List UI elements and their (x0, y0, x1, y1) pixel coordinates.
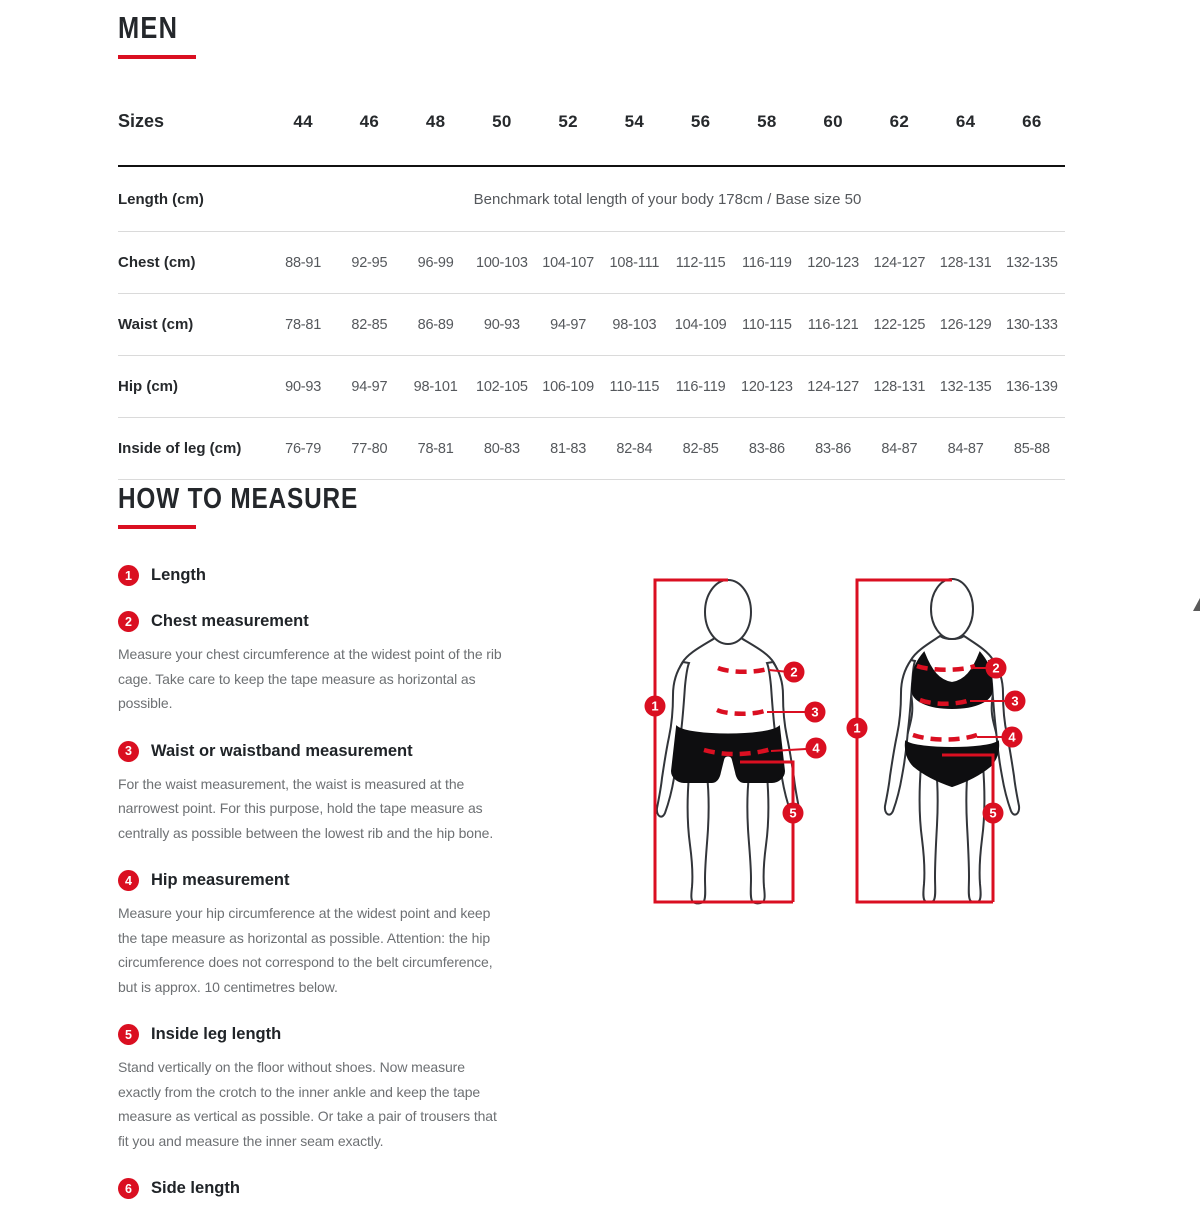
table-cell: 130-133 (1005, 316, 1058, 333)
table-cell: 77-80 (351, 440, 388, 457)
measure-item-waist (118, 741, 510, 846)
table-cell: 86-89 (417, 316, 454, 333)
measure-item-hip (118, 870, 510, 999)
measure-item-description: Stand vertically on the floor without shoes. Now measure exactly from the crotch to the inner ankle and keep the tape measure as vertical as possible. Or take a pair of trousers that fit you and measure the inner seam exactly. (118, 1059, 497, 1149)
size-column-header: 52 (558, 111, 578, 131)
measure-item-title: Inside leg length (151, 1025, 282, 1043)
measure-item-inside-leg (118, 1024, 510, 1153)
measure-item-title: Waist or waistband measurement (151, 741, 413, 760)
table-cell: 98-101 (413, 378, 458, 395)
table-cell: 81-83 (550, 440, 587, 457)
table-cell: 124-127 (807, 378, 860, 395)
how-to-measure-section (118, 483, 538, 1224)
table-cell: 94-97 (351, 378, 388, 395)
table-row-chest (118, 232, 1065, 294)
table-cell: 92-95 (351, 254, 388, 271)
table-cell: 90-93 (285, 378, 322, 395)
row-label: Inside of leg (cm) (118, 440, 242, 457)
table-cell: 100-103 (475, 254, 528, 271)
table-row-length (118, 167, 1065, 232)
size-column-header: 48 (425, 111, 446, 131)
table-cell: 82-84 (616, 440, 653, 457)
size-column-header: 54 (624, 111, 645, 131)
table-cell: 82-85 (351, 316, 388, 333)
table-cell: 116-119 (675, 378, 726, 395)
female-marker-1-badge: 1 (853, 720, 861, 736)
size-table (118, 78, 1065, 480)
table-cell: 78-81 (417, 440, 454, 457)
measure-item-side-length (118, 1178, 510, 1199)
size-column-header: 66 (1022, 111, 1042, 131)
sizes-header-label: Sizes (118, 111, 165, 131)
row-label: Length (cm) (118, 190, 204, 208)
table-cell: 98-103 (612, 316, 657, 333)
measure-section-title: HOW TO MEASURE (118, 483, 359, 515)
table-cell: 80-83 (483, 440, 520, 457)
table-cell: 132-135 (939, 378, 992, 395)
length-benchmark-note: Benchmark total length of your body 178cm / Base size 50 (473, 190, 862, 208)
step-6-badge: 6 (118, 1178, 139, 1199)
female-marker-4-badge: 4 (1008, 729, 1016, 745)
measure-item-length (118, 565, 510, 586)
step-3-badge: 3 (118, 741, 139, 762)
measure-item-title: Chest measurement (151, 612, 309, 630)
male-marker-1-badge: 1 (651, 698, 659, 714)
step-2-badge: 2 (118, 611, 139, 632)
table-cell: 128-131 (939, 254, 992, 271)
table-cell: 116-121 (807, 316, 859, 333)
step-4-badge: 4 (118, 870, 139, 891)
table-cell: 82-85 (682, 440, 719, 457)
table-cell: 106-109 (542, 378, 595, 395)
step-5-badge: 5 (118, 1024, 139, 1045)
measure-item-title: Side length (151, 1179, 240, 1197)
row-label: Chest (cm) (118, 254, 196, 271)
table-cell: 116-119 (742, 254, 792, 271)
measure-items (118, 565, 510, 1199)
table-cell: 126-129 (939, 316, 992, 333)
male-figure (657, 580, 799, 903)
table-cell: 76-79 (285, 440, 322, 457)
size-column-header: 44 (293, 111, 313, 131)
row-label: Hip (cm) (118, 378, 178, 395)
page-title: MEN (118, 10, 179, 45)
measure-item-title: Length (151, 566, 206, 584)
male-marker-4-badge: 4 (812, 740, 820, 756)
male-marker-5-badge: 5 (789, 805, 797, 821)
table-cell: 110-115 (742, 316, 792, 333)
table-cell: 84-87 (881, 440, 918, 457)
size-column-header: 46 (359, 111, 380, 131)
partial-edge-arrow[interactable] (1193, 598, 1200, 611)
table-cell: 120-123 (807, 254, 860, 271)
title-underline (118, 525, 196, 529)
table-cell: 94-97 (550, 316, 587, 333)
table-cell: 90-93 (483, 316, 520, 333)
measure-item-chest (118, 611, 510, 716)
row-label: Waist (cm) (118, 316, 194, 333)
male-marker-2-badge: 2 (790, 664, 798, 680)
table-cell: 122-125 (873, 316, 926, 333)
measure-item-description: Measure your hip circumference at the widest point and keep the tape measure as horizontal as possible. Attention: the hip circumference does not correspond to the belt circumference, but is approx. 10 centimetres below. (118, 905, 493, 995)
table-cell: 104-107 (542, 254, 595, 271)
table-cell: 120-123 (740, 378, 793, 395)
table-cell: 132-135 (1005, 254, 1058, 271)
table-cell: 102-105 (475, 378, 528, 395)
section-header-men (118, 10, 196, 59)
table-cell: 96-99 (417, 254, 454, 271)
size-column-header: 60 (823, 111, 843, 131)
size-column-header: 62 (889, 111, 910, 131)
table-cell: 78-81 (285, 316, 322, 333)
table-row-hip (118, 356, 1065, 418)
table-cell: 88-91 (285, 254, 322, 271)
table-cell: 108-111 (609, 254, 660, 271)
size-column-header: 64 (955, 111, 976, 131)
table-cell: 83-86 (748, 440, 785, 457)
size-table-header-row (118, 78, 1065, 167)
table-cell: 128-131 (873, 378, 926, 395)
measure-item-description: For the waist measurement, the waist is measured at the narrowest point. For this purpose, hold the tape measure as centrally as possible between the lowest rib and the hip bone. (118, 775, 494, 841)
female-marker-2-badge: 2 (992, 660, 1000, 676)
measure-item-description: Measure your chest circumference at the widest point of the rib cage. Take care to keep the tape measure as horizontal as possible. (118, 646, 502, 711)
table-cell: 84-87 (947, 440, 984, 457)
table-cell: 124-127 (873, 254, 926, 271)
table-cell: 110-115 (609, 378, 660, 395)
table-row-inside-leg (118, 418, 1065, 480)
measurement-diagram (630, 565, 1060, 930)
size-column-header: 56 (690, 111, 711, 131)
title-underline (118, 55, 196, 59)
female-marker-5-badge: 5 (989, 805, 997, 821)
size-column-header: 58 (757, 111, 777, 131)
table-cell: 83-86 (815, 440, 852, 457)
table-cell: 104-109 (674, 316, 727, 333)
table-cell: 112-115 (675, 254, 726, 271)
table-cell: 136-139 (1005, 378, 1058, 395)
step-1-badge: 1 (118, 565, 139, 586)
table-cell: 85-88 (1013, 440, 1050, 457)
measure-item-title: Hip measurement (151, 871, 290, 889)
female-marker-3-badge: 3 (1011, 693, 1019, 709)
size-column-header: 50 (492, 111, 512, 131)
male-marker-3-badge: 3 (811, 704, 819, 720)
table-row-waist (118, 294, 1065, 356)
